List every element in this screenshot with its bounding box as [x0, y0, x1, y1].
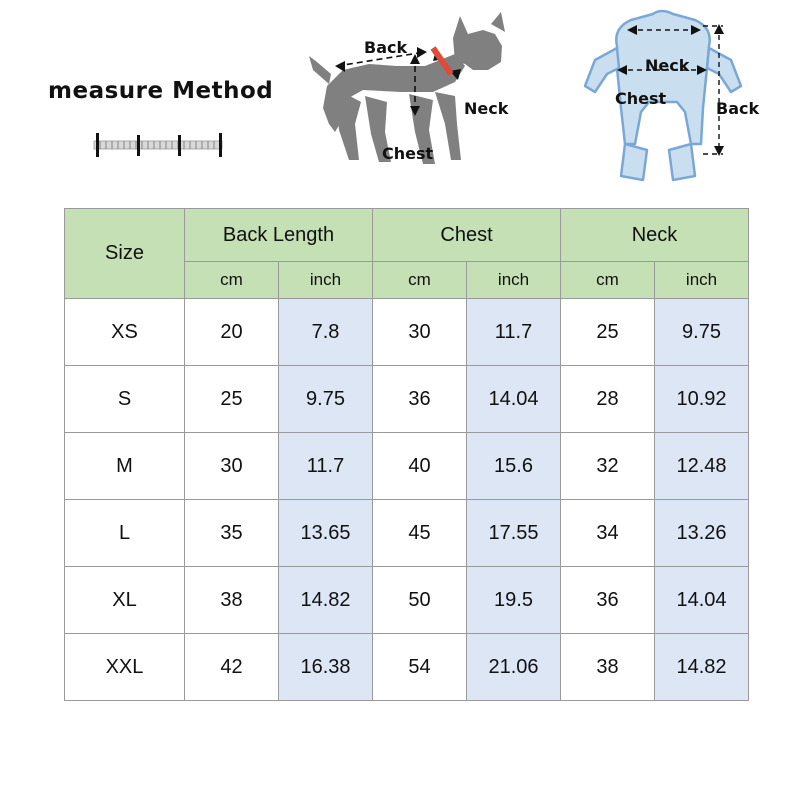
- row-size: L: [65, 500, 185, 567]
- row-neck-inch: 10.92: [655, 366, 749, 433]
- table-row: [65, 366, 749, 433]
- table-row: [65, 433, 749, 500]
- illustration-area: [0, 0, 800, 205]
- size-chart-table: [64, 208, 749, 701]
- dog-label-neck: Neck: [464, 99, 509, 118]
- unit-neck-inch: inch: [655, 262, 749, 299]
- row-neck-inch: 9.75: [655, 299, 749, 366]
- dog-label-chest: Chest: [382, 144, 434, 163]
- row-chest-cm: 45: [373, 500, 467, 567]
- row-back-cm: 42: [185, 634, 279, 701]
- row-chest-inch: 11.7: [467, 299, 561, 366]
- row-size: XL: [65, 567, 185, 634]
- dog-label-back: Back: [364, 38, 408, 57]
- row-neck-inch: 14.04: [655, 567, 749, 634]
- table-row: [65, 500, 749, 567]
- unit-chest-inch: inch: [467, 262, 561, 299]
- row-back-cm: 38: [185, 567, 279, 634]
- row-chest-cm: 36: [373, 366, 467, 433]
- row-chest-cm: 50: [373, 567, 467, 634]
- row-neck-cm: 28: [561, 366, 655, 433]
- unit-chest-cm: cm: [373, 262, 467, 299]
- row-chest-inch: 19.5: [467, 567, 561, 634]
- table-header-row-groups: [65, 209, 749, 262]
- row-chest-cm: 40: [373, 433, 467, 500]
- row-neck-cm: 25: [561, 299, 655, 366]
- garment-label-neck: Neck: [645, 56, 690, 75]
- row-back-inch: 14.82: [279, 567, 373, 634]
- row-back-inch: 13.65: [279, 500, 373, 567]
- row-back-cm: 30: [185, 433, 279, 500]
- table-row: [65, 567, 749, 634]
- row-neck-cm: 38: [561, 634, 655, 701]
- row-chest-cm: 30: [373, 299, 467, 366]
- row-chest-inch: 21.06: [467, 634, 561, 701]
- row-back-cm: 20: [185, 299, 279, 366]
- row-chest-inch: 15.6: [467, 433, 561, 500]
- table-row: [65, 634, 749, 701]
- row-size: S: [65, 366, 185, 433]
- unit-back-inch: inch: [279, 262, 373, 299]
- row-back-cm: 25: [185, 366, 279, 433]
- row-neck-cm: 36: [561, 567, 655, 634]
- garment-label-back: Back: [716, 99, 760, 118]
- ruler-icon: [88, 130, 228, 160]
- row-back-inch: 16.38: [279, 634, 373, 701]
- row-back-inch: 7.8: [279, 299, 373, 366]
- row-back-cm: 35: [185, 500, 279, 567]
- row-neck-inch: 12.48: [655, 433, 749, 500]
- row-neck-inch: 13.26: [655, 500, 749, 567]
- row-size: M: [65, 433, 185, 500]
- unit-back-cm: cm: [185, 262, 279, 299]
- header-neck: Neck: [561, 209, 749, 262]
- table-row: [65, 299, 749, 366]
- row-size: XXL: [65, 634, 185, 701]
- row-neck-cm: 32: [561, 433, 655, 500]
- row-back-inch: 9.75: [279, 366, 373, 433]
- measure-method-title: measure Method: [48, 78, 274, 104]
- unit-neck-cm: cm: [561, 262, 655, 299]
- row-chest-inch: 14.04: [467, 366, 561, 433]
- row-back-inch: 11.7: [279, 433, 373, 500]
- garment-label-chest: Chest: [615, 89, 667, 108]
- header-chest: Chest: [373, 209, 561, 262]
- row-neck-inch: 14.82: [655, 634, 749, 701]
- row-neck-cm: 34: [561, 500, 655, 567]
- header-back-length: Back Length: [185, 209, 373, 262]
- header-size: Size: [65, 209, 185, 299]
- row-chest-cm: 54: [373, 634, 467, 701]
- row-chest-inch: 17.55: [467, 500, 561, 567]
- row-size: XS: [65, 299, 185, 366]
